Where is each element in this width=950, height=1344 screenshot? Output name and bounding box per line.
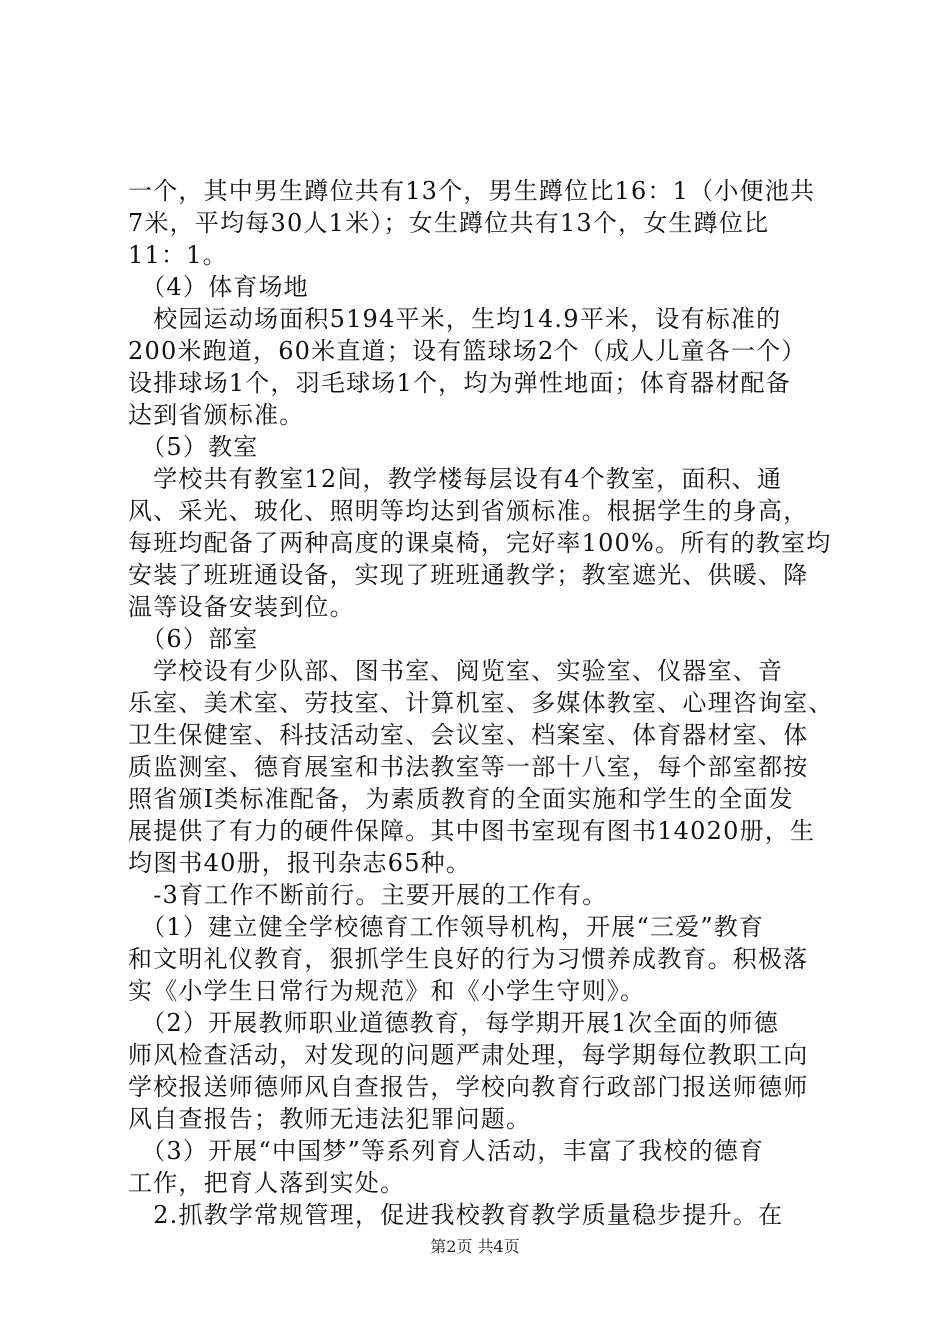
text-line: 风、采光、玻化、照明等均达到省颁标准。根据学生的身高， — [128, 497, 809, 525]
text-line: 乐室、美术室、劳技室、计算机室、多媒体教室、心理咨询室、 — [128, 689, 834, 717]
text-line: 达到省颁标准。 — [128, 401, 305, 429]
text-line: 展提供了有力的硬件保障。其中图书室现有图书14020册，生 — [128, 817, 816, 845]
text-line: 风自查报告；教师无违法犯罪问题。 — [128, 1105, 532, 1133]
text-line: 温等设备安装到位。 — [128, 593, 355, 621]
text-line: 每班均配备了两种高度的课桌椅，完好率100%。所有的教室均 — [128, 529, 832, 557]
text-line: 200米跑道，60米直道；设有篮球场2个（成人儿童各一个） — [128, 337, 807, 365]
text-line: 实《小学生日常行为规范》和《小学生守则》。 — [128, 977, 646, 1005]
text-line: 安装了班班通设备，实现了班班通教学；教室遮光、供暖、降 — [128, 561, 809, 589]
text-line: 校园运动场面积5194平米，生均14.9平米，设有标准的 — [128, 305, 782, 333]
text-line: 学校设有少队部、图书室、阅览室、实验室、仪器室、音 — [128, 657, 784, 685]
text-line: 照省颁Ⅰ类标准配备，为素质教育的全面实施和学生的全面发 — [128, 785, 794, 813]
section-heading: （5）教室 — [128, 433, 259, 461]
text-line: 设排球场1个，羽毛球场1个，均为弹性地面；体育器材配备 — [128, 369, 791, 397]
section-heading: （6）部室 — [128, 625, 259, 653]
section-heading: （4）体育场地 — [128, 273, 309, 301]
text-line: （3）开展“中国梦”等系列育人活动，丰富了我校的德育 — [128, 1137, 765, 1165]
text-line: 11：1。 — [128, 241, 228, 269]
text-line: 均图书40册，报刊杂志65种。 — [128, 849, 472, 877]
text-line: 2.抓教学常规管理，促进我校教育教学质量稳步提升。在 — [128, 1201, 784, 1229]
text-line: 学校报送师德师风自查报告，学校向教育行政部门报送师德师 — [128, 1073, 809, 1101]
text-line: 师风检查活动，对发现的问题严肃处理，每学期每位教职工向 — [128, 1041, 809, 1069]
page-number-footer: 第2页 共4页 — [430, 1237, 520, 1256]
text-line: -3育工作不断前行。主要开展的工作有。 — [128, 881, 608, 909]
text-line: 卫生保健室、科技活动室、会议室、档案室、体育器材室、体 — [128, 721, 809, 749]
text-line: （2）开展教师职业道德教育，每学期开展1次全面的师德 — [128, 1009, 779, 1037]
text-line: 和文明礼仪教育，狠抓学生良好的行为习惯养成教育。积极落 — [128, 945, 809, 973]
text-line: 工作，把育人落到实处。 — [128, 1169, 406, 1197]
text-line: 学校共有教室12间，教学楼每层设有4个教室，面积、通 — [128, 465, 783, 493]
text-line: 7米，平均每30人1米）；女生蹲位共有13个，女生蹲位比 — [128, 209, 770, 237]
text-line: （1）建立健全学校德育工作领导机构，开展“三爱”教育 — [128, 913, 765, 941]
text-line: 一个，其中男生蹲位共有13个，男生蹲位比16：1（小便池共 — [128, 177, 816, 205]
text-line: 质监测室、德育展室和书法教室等一部十八室，每个部室都按 — [128, 753, 809, 781]
